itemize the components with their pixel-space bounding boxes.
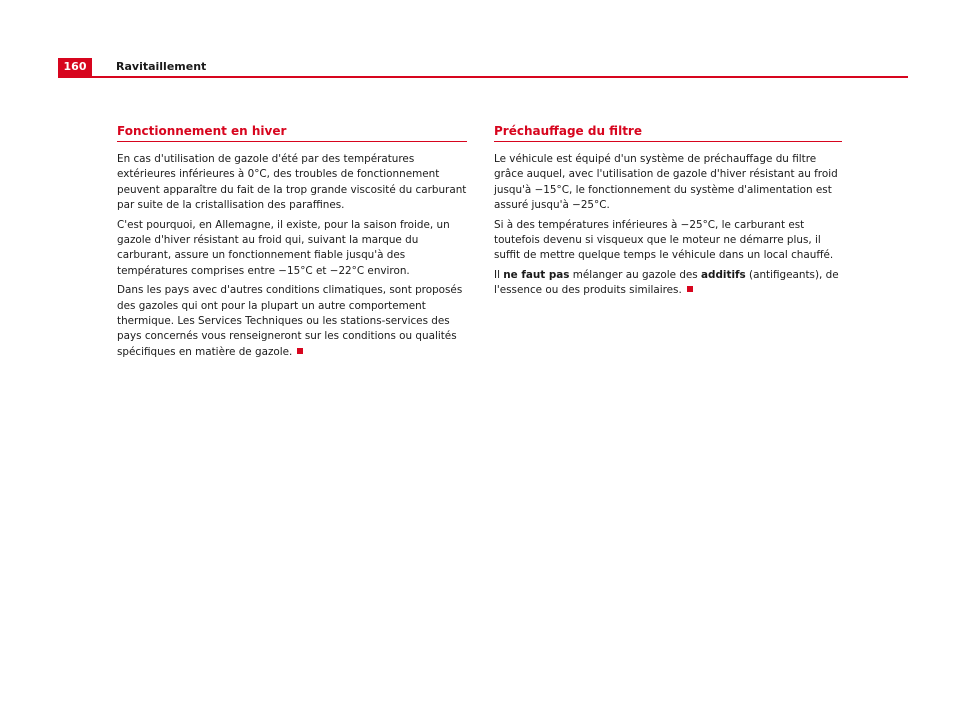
paragraph <box>117 283 467 360</box>
text-line <box>117 345 467 360</box>
text-segment: (antifigeants), de <box>745 268 839 281</box>
left-column <box>117 124 467 364</box>
right-column <box>494 124 844 303</box>
text-line: par suite de la cristallisation des paraffines. <box>117 199 345 212</box>
text-line: gazole d'hiver résistant au froid qui, suivant la marque du <box>117 234 419 247</box>
text-line: carburant, assure un fonctionnement fiable jusqu'à des <box>117 249 406 262</box>
text-line: extérieures inférieures à 0°C, des troubles de fonctionnement <box>117 168 440 181</box>
text-line: thermique. Les Services Techniques ou les stations-services des <box>117 315 450 328</box>
text-line: pays concernés vous renseigneront sur les conditions ou qualités <box>117 330 457 343</box>
emphasis-term: additifs <box>701 268 746 281</box>
section-title-winter: Fonctionnement en hiver <box>117 124 467 142</box>
paragraph <box>117 218 467 280</box>
text-line: des gazoles qui ont pour la plupart un autre comportement <box>117 299 426 312</box>
paragraph <box>494 152 844 214</box>
text-segment: mélanger au gazole des <box>569 268 702 281</box>
paragraph <box>117 152 467 214</box>
running-title: Ravitaillement <box>116 60 207 73</box>
text-line: assuré jusqu'à −25°C. <box>494 199 610 212</box>
warning-paragraph <box>494 268 844 299</box>
end-of-section-marker <box>297 348 303 354</box>
text-segment: l'essence ou des produits similaires. <box>494 284 682 297</box>
text-line: suffit de mettre quelque temps le véhicule dans un local chauffé. <box>494 249 834 262</box>
text-line: peuvent apparaître du fait de la trop grande viscosité du carburant <box>117 183 467 196</box>
section-body-filter-preheating <box>494 152 844 299</box>
text-line: Si à des températures inférieures à −25°C, le carburant est <box>494 218 805 231</box>
text-line: températures comprises entre −15°C et −22°C environ. <box>117 264 410 277</box>
text-line: grâce auquel, avec l'utilisation de gazole d'hiver résistant au froid <box>494 168 838 181</box>
text-line <box>494 283 844 298</box>
text-line <box>494 268 844 283</box>
paragraph <box>494 218 844 264</box>
text-line: Dans les pays avec d'autres conditions climatiques, sont proposés <box>117 284 463 297</box>
section-title-filter-preheating: Préchauffage du filtre <box>494 124 842 142</box>
emphasis-term: ne faut pas <box>503 268 570 281</box>
text-segment: Il <box>494 268 504 281</box>
text-line: toutefois devenu si visqueux que le moteur ne démarre plus, il <box>494 234 821 247</box>
text-line: En cas d'utilisation de gazole d'été par des températures <box>117 153 415 165</box>
end-of-section-marker <box>687 286 693 292</box>
text-line: jusqu'à −15°C, le fonctionnement du système d'alimentation est <box>494 183 832 196</box>
text-line: C'est pourquoi, en Allemagne, il existe, pour la saison froide, un <box>117 218 450 231</box>
text-segment: spécifiques en matière de gazole. <box>117 345 293 358</box>
text-line: Le véhicule est équipé d'un système de préchauffage du filtre <box>494 153 817 165</box>
section-body-winter <box>117 152 467 360</box>
header-rule <box>58 76 908 78</box>
page-number: 160 <box>58 58 92 76</box>
